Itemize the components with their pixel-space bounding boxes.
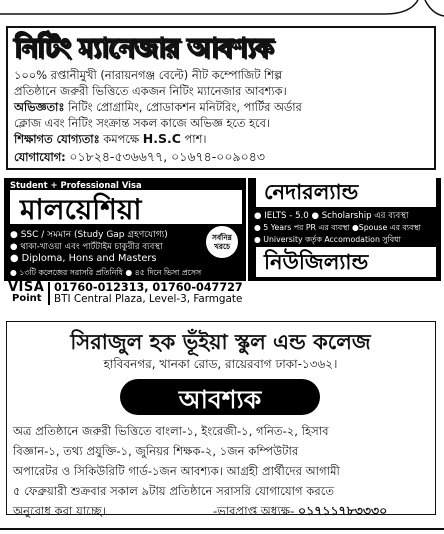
malaysia-title-box <box>10 190 242 224</box>
footer-phones: 01760-012313, 01760-047727 <box>54 281 243 294</box>
ad-text-line: ক্লোজ এবং নিটিং সংক্রান্ত সকল কাজে অভিজ্ঞ হতে হবে। <box>14 116 271 130</box>
body-line: বিজ্ঞান-১, তথ্য প্রযুক্তি-১, জুনিয়র শিক্ষক-২, ১জন কম্পিউটার <box>13 444 299 458</box>
visa-point-ad <box>4 178 441 306</box>
contact-label: যোগাযোগ: <box>14 150 66 164</box>
institution-address: হাবিবনগর, খানকা রোড, রায়েরবাগ ঢাকা-১৩৬২। <box>103 357 338 371</box>
newzealand-title-box <box>256 247 436 277</box>
visa-point-footer <box>4 281 441 306</box>
footer-address: BTI Central Plaza, Level-3, Farmgate <box>54 293 243 305</box>
education-degree: H.S.C <box>142 131 181 146</box>
experience-label: অভিজ্ঞতাঃ <box>14 100 65 114</box>
bullet-item: ● SSC / সমমান (Study Gap গ্রহণযোগ্য) <box>10 230 168 240</box>
contact-line <box>14 149 432 165</box>
body-line: অপারেটর ও সিকিউরিটি গার্ড-১জন আবশ্যক। আগ্রহী প্রার্থীদের আগামী <box>13 464 340 478</box>
bullet-item: ● 5 Years পর PR এর ব্যবস্থা ●Spouse এর ব্যবস্থা <box>254 223 421 232</box>
bullet-item: ● ১৩টি কলেজের সরাসরি প্রতিনিধি ● ৪৫ দিনে ভিসা প্রসেস <box>10 268 202 277</box>
badge-text: সর্বনিম্ন খরচে <box>212 233 232 251</box>
netherlands-title-box <box>256 177 436 207</box>
school-recruitment-ad <box>6 321 436 518</box>
ad-text-line: প্রতিষ্ঠানে জরুরী ভিত্তিতে একজন নিটিং ম্যানেজার আবশ্যক। <box>14 84 287 98</box>
institution-name: সিরাজুল হক ভূঁইয়া স্কুল এন্ড কলেজ <box>70 330 371 354</box>
experience-text: নিটিং প্রোগ্রামিং, প্রোডাকশন মনিটরিং, পার্টির অর্ডার <box>68 100 302 114</box>
closing-text: অনুরোধ করা যাচ্ছে। <box>13 504 106 518</box>
body-line: অত্র প্রতিষ্ঠানে জরুরী ভিত্তিতে বাংলা-১, ইংরেজী-১, গনিত-২, হিসাব <box>13 424 329 438</box>
lowest-cost-badge <box>204 224 240 260</box>
bullet-item: ● Diploma, Hons and Masters <box>10 253 157 264</box>
logo-point-text: Point <box>12 293 42 304</box>
education-label: শিক্ষাগত যোগ্যতাঃ <box>14 132 100 146</box>
education-suffix: পাশ। <box>184 132 207 146</box>
bullet-item: ● IELTS - 5.0 ● Scholarship এর ব্যবস্থা <box>254 211 409 221</box>
heading-text: আবশ্যক <box>178 385 262 414</box>
signatory-title: -ভারপ্রাপ্ত অধ্যক্ষ- <box>213 504 295 518</box>
heading-banner <box>120 379 320 415</box>
body-line: ৫ ফেব্রুয়ারী শুক্রবার সকাল ৯টায় প্রতিষ্ঠানে সরাসরি যোগাযোগ করতে <box>13 484 335 498</box>
top-border-strip <box>0 0 444 24</box>
footer-divider <box>48 282 50 305</box>
visa-point-logo <box>6 280 44 305</box>
bullet-item: ● University কর্তৃক Accomodation সুবিধা <box>254 235 401 244</box>
education-line <box>14 131 432 147</box>
country-malaysia: মালয়েশিয়া <box>20 193 142 226</box>
knitting-manager-ad <box>6 26 436 170</box>
closing-line <box>13 501 440 521</box>
country-newzealand: নিউজিল্যান্ড <box>264 250 369 274</box>
contact-phones: ০১৮২৪-৫৩৬৬৭৭, ০১৬৭৪-০০৯০৪৩ <box>69 149 265 164</box>
education-text: কমপক্ষে <box>103 132 140 146</box>
bottom-divider <box>0 528 444 530</box>
experience-line <box>14 99 432 115</box>
ad-text-line: ১০০% রপ্তানীমুখী (নারায়নগঞ্জ বেল্টে) নীট কম্পোজিট শিল্প <box>14 68 283 82</box>
bullet-item: ● থাকা-খাওয়া এবং পার্টটাইম চাকুরীর ব্যবস্থা <box>10 242 163 252</box>
logo-visa-text: VISA <box>8 280 45 295</box>
ad-title: নিটিং ম্যানেজার আবশ্যক <box>14 33 273 64</box>
signatory-phone: ০১৭১১৭৮৩৩৩০ <box>297 503 388 518</box>
visa-tagline: Student + Professional Visa <box>10 180 142 190</box>
country-netherlands: নেদারল্যান্ড <box>264 180 359 204</box>
signatory <box>213 501 387 521</box>
